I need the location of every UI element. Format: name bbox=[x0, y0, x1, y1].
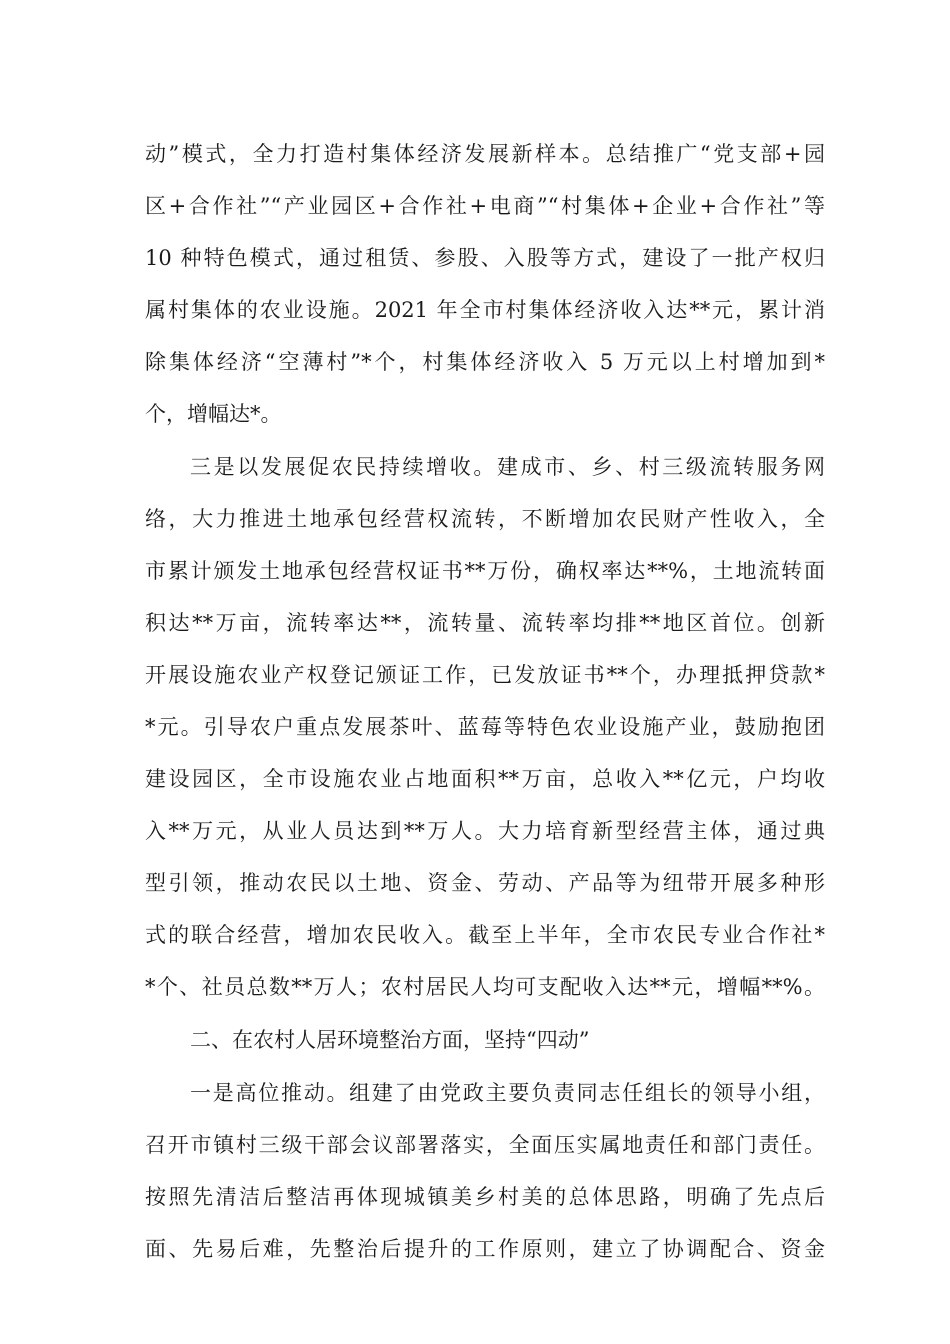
text-line-21: 按照先清洁后整洁再体现城镇美乡村美的总体思路，明确了先点后 bbox=[145, 1185, 825, 1209]
text-line-17: *个、社员总数**万人；农村居民人均可支配收入达**元，增幅**%。 bbox=[145, 975, 825, 999]
text-line-10: 积达**万亩，流转率达**，流转量、流转率均排**地区首位。创新 bbox=[145, 611, 825, 635]
text-line-13: 建设园区，全市设施农业占地面积**万亩，总收入**亿元，户均收 bbox=[145, 767, 825, 791]
text-line-3: 10 种特色模式，通过租赁、参股、入股等方式，建设了一批产权归 bbox=[145, 246, 825, 270]
text-line-5: 除集体经济“空薄村”*个，村集体经济收入 5 万元以上村增加到* bbox=[145, 350, 825, 374]
text-line-15: 型引领，推动农民以土地、资金、劳动、产品等为纽带开展多种形 bbox=[145, 871, 825, 895]
text-line-14: 入**万元，从业人员达到**万人。大力培育新型经营主体，通过典 bbox=[145, 819, 825, 843]
text-line-20: 召开市镇村三级干部会议部署落实，全面压实属地责任和部门责任。 bbox=[145, 1133, 825, 1157]
text-line-4: 属村集体的农业设施。2021 年全市村集体经济收入达**元，累计消 bbox=[145, 298, 825, 322]
text-line-6: 个，增幅达*。 bbox=[145, 402, 282, 426]
section-heading-two: 二、在农村人居环境整治方面，坚持“四动” bbox=[190, 1028, 590, 1052]
paragraph-start-one: 一是高位推动。组建了由党政主要负责同志任组长的领导小组， bbox=[190, 1081, 825, 1105]
text-line-12: *元。引导农户重点发展茶叶、蓝莓等特色农业设施产业，鼓励抱团 bbox=[145, 715, 825, 739]
text-line-9: 市累计颁发土地承包经营权证书**万份，确权率达**%，土地流转面 bbox=[145, 559, 825, 583]
text-line-2: 区+合作社”“产业园区+合作社+电商”“村集体+企业+合作社”等 bbox=[145, 194, 825, 218]
text-line-1: 动”模式，全力打造村集体经济发展新样本。总结推广“党支部+园 bbox=[145, 142, 825, 166]
text-line-8: 络，大力推进土地承包经营权流转，不断增加农民财产性收入，全 bbox=[145, 507, 825, 531]
text-line-22: 面、先易后难，先整治后提升的工作原则，建立了协调配合、资金 bbox=[145, 1237, 825, 1261]
paragraph-start-three: 三是以发展促农民持续增收。建成市、乡、村三级流转服务网 bbox=[190, 455, 825, 479]
text-line-11: 开展设施农业产权登记颁证工作，已发放证书**个，办理抵押贷款* bbox=[145, 663, 825, 687]
text-line-16: 式的联合经营，增加农民收入。截至上半年，全市农民专业合作社* bbox=[145, 923, 825, 947]
